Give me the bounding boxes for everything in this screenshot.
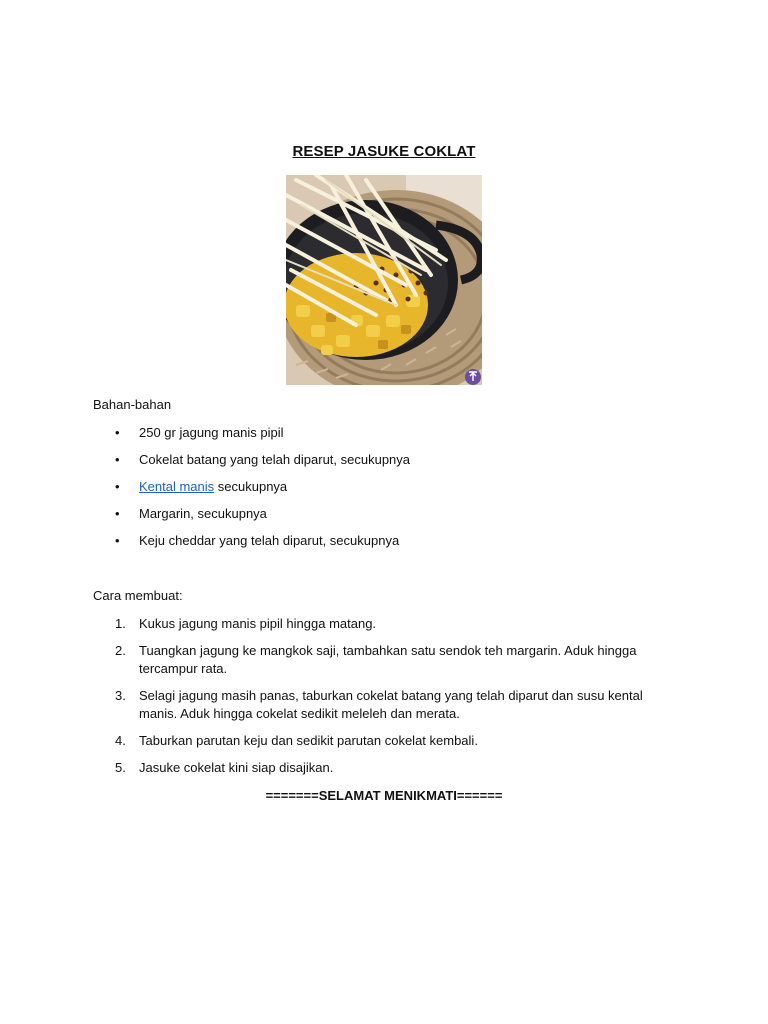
step-number: 3. — [115, 688, 126, 703]
page-title: RESEP JASUKE COKLAT — [292, 143, 476, 160]
steps-list — [93, 615, 653, 777]
step-text: Selagi jagung masih panas, taburkan cokelat batang yang telah diparut dan susu kental manis. Aduk hingga cokelat sedikit meleleh dan merata. — [139, 688, 643, 721]
step-number: 2. — [115, 643, 126, 658]
step-text: Jasuke cokelat kini siap disajikan. — [139, 760, 334, 775]
step-number: 4. — [115, 733, 126, 748]
bullet-icon: • — [115, 506, 120, 521]
step-number: 1. — [115, 616, 126, 631]
step-number: 5. — [115, 760, 126, 775]
step-text: Kukus jagung manis pipil hingga matang. — [139, 616, 377, 631]
step-text: Tuangkan jagung ke mangkok saji, tambahkan satu sendok teh margarin. Aduk hingga tercampur rata. — [139, 643, 637, 676]
ingredient-text: secukupnya — [214, 479, 288, 494]
list-item — [93, 532, 653, 550]
ingredient-text: Margarin, secukupnya — [139, 506, 267, 521]
list-item — [93, 732, 653, 750]
ingredient-text: Cokelat batang yang telah diparut, secukupnya — [139, 452, 411, 467]
closing-line: =======SELAMAT MENIKMATI====== — [265, 788, 503, 803]
upload-arrow-icon — [465, 369, 481, 385]
ingredient-text: 250 gr jagung manis pipil — [139, 425, 284, 440]
ingredients-heading: Bahan-bahan — [93, 397, 172, 412]
list-item — [93, 615, 653, 633]
bullet-icon: • — [115, 425, 120, 440]
list-item — [93, 478, 653, 496]
step-text: Taburkan parutan keju dan sedikit parutan cokelat kembali. — [139, 733, 478, 748]
list-item — [93, 505, 653, 523]
kental-manis-link[interactable]: Kental manis — [139, 479, 215, 494]
bullet-icon: • — [115, 452, 120, 467]
list-item — [93, 642, 653, 678]
ingredients-list — [93, 424, 653, 550]
list-item — [93, 451, 653, 469]
bullet-icon: • — [115, 533, 120, 548]
ingredient-text: Keju cheddar yang telah diparut, secukupnya — [139, 533, 400, 548]
recipe-photo — [286, 175, 482, 385]
list-item — [93, 687, 653, 723]
bullet-icon: • — [115, 479, 120, 494]
method-heading: Cara membuat: — [93, 588, 183, 603]
list-item — [93, 424, 653, 442]
list-item — [93, 759, 653, 777]
